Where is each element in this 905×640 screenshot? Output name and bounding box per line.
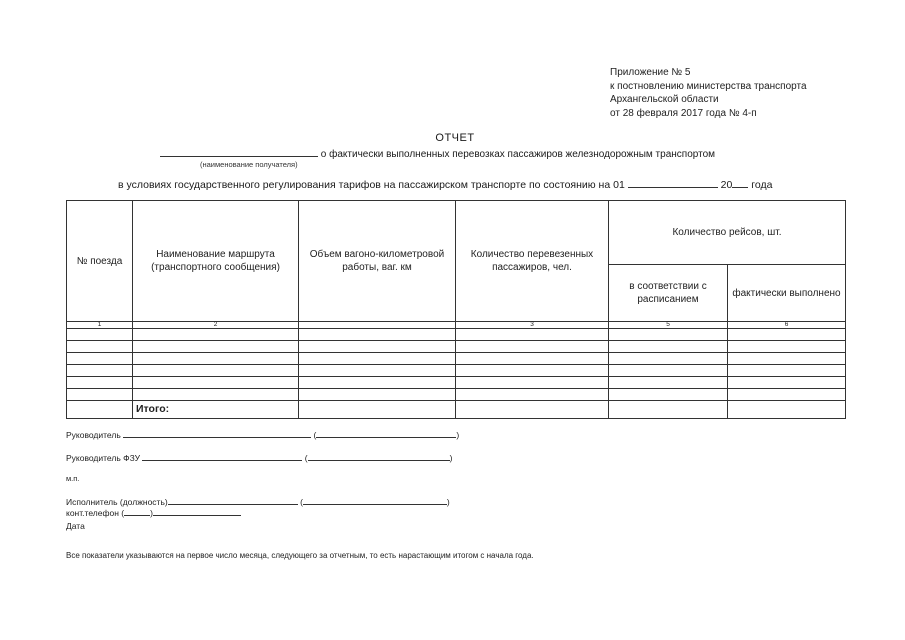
paren-open: ( xyxy=(313,430,317,440)
signature-executor-label: Исполнитель (должность) xyxy=(66,497,168,507)
phone-code-line xyxy=(124,507,150,516)
header-train-no: № поезда xyxy=(67,201,133,322)
phone-close: ) xyxy=(150,508,153,518)
report-title: ОТЧЕТ xyxy=(435,132,475,144)
header-trips-schedule: в соответствии с расписанием xyxy=(609,265,728,322)
table-row xyxy=(67,329,846,341)
header-passengers: Количество перевезенных пассажиров, чел. xyxy=(456,201,609,322)
signature-phone xyxy=(66,507,241,518)
paren-close: ) xyxy=(446,497,450,507)
name-line xyxy=(308,452,450,461)
signature-head-label: Руководитель xyxy=(66,430,121,440)
year-suffix: года xyxy=(751,179,773,191)
paren-open: ( xyxy=(300,497,303,507)
appendix-line: от 28 февраля 2017 года № 4-п xyxy=(610,107,757,119)
name-line xyxy=(313,429,456,440)
column-number: 2 xyxy=(133,322,299,329)
date-line-text: в условиях государственного регулирования тарифов на пассажирском транспорте по состоянию на 01 xyxy=(118,179,625,191)
paren-close: ) xyxy=(449,453,453,463)
table-row xyxy=(67,353,846,365)
column-number: 3 xyxy=(456,322,609,329)
table-row xyxy=(67,377,846,389)
phone-number-line xyxy=(153,507,241,516)
column-number: 1 xyxy=(67,322,133,329)
header-trips: Количество рейсов, шт. xyxy=(609,201,846,265)
year-blank xyxy=(732,177,748,188)
signature-head-fzu-label: Руководитель ФЗУ xyxy=(66,453,141,463)
total-label: Итого: xyxy=(133,401,299,419)
paren-close: ) xyxy=(456,430,460,440)
table-row xyxy=(67,389,846,401)
column-number: 6 xyxy=(728,322,846,329)
signature-head xyxy=(66,429,459,440)
table-row xyxy=(67,365,846,377)
column-number: 5 xyxy=(609,322,728,329)
signature-date: Дата xyxy=(66,521,85,531)
appendix-block xyxy=(610,66,807,120)
name-line xyxy=(303,496,447,505)
stamp-place: м.п. xyxy=(66,474,80,483)
report-table xyxy=(66,200,846,419)
signature-executor xyxy=(66,496,450,507)
date-blank xyxy=(628,177,718,188)
recipient-caption: (наименование получателя) xyxy=(200,160,298,169)
column-number xyxy=(299,322,456,329)
appendix-line: к постновлению министерства транспорта xyxy=(610,80,807,92)
signature-line xyxy=(123,429,311,438)
header-trips-actual: фактически выполнено xyxy=(728,265,846,322)
header-route-name: Наименование маршрута (транспортного сообщения) xyxy=(133,201,299,322)
report-date-line xyxy=(118,177,772,191)
recipient-blank xyxy=(160,146,318,157)
phone-label: конт.телефон ( xyxy=(66,508,125,518)
total-row xyxy=(67,401,846,419)
signature-head-fzu xyxy=(66,452,452,463)
appendix-line: Архангельской области xyxy=(610,94,719,105)
header-volume: Объем вагоно-километровой работы, ваг. км xyxy=(299,201,456,322)
signature-line xyxy=(142,452,302,461)
report-subtitle-text: о фактически выполненных перевозках пассажиров железнодорожным транспортом xyxy=(320,149,716,160)
signature-line xyxy=(168,496,298,505)
report-subtitle xyxy=(160,146,715,160)
year-prefix: 20 xyxy=(720,179,733,191)
paren-open: ( xyxy=(304,453,308,463)
appendix-line: Приложение № 5 xyxy=(610,67,691,78)
footnote: Все показатели указываются на первое число месяца, следующего за отчетным, то есть нарастающим итогом с начала года. xyxy=(66,551,534,560)
table-row xyxy=(67,341,846,353)
